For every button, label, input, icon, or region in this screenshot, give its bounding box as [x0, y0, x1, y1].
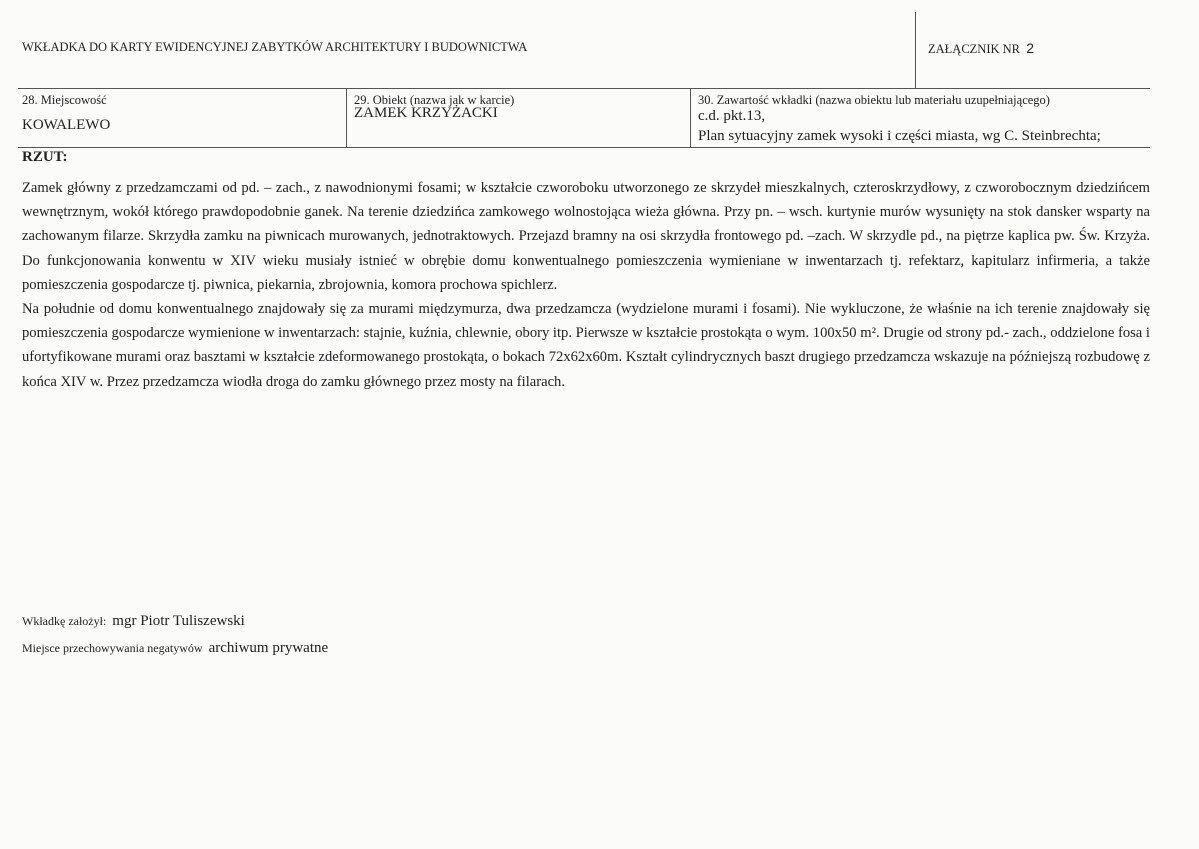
divider [18, 147, 1150, 148]
field-29-value: ZAMEK KRZYŻACKI [354, 105, 498, 121]
author-row [22, 613, 245, 630]
author-label: Wkładkę założył: [22, 614, 107, 628]
form-title: WKŁADKA DO KARTY EWIDENCYJNEJ ZABYTKÓW ARCHITEKTURY I BUDOWNICTWA [22, 40, 528, 54]
field-28-value: KOWALEWO [22, 117, 111, 133]
storage-label: Miejsce przechowywania negatywów [22, 641, 203, 655]
divider [690, 88, 691, 147]
field-28-label: 28. Miejscowość [22, 93, 107, 107]
field-29-label: 29. Obiekt (nazwa jak w karcie) [354, 93, 515, 107]
paragraph: Na południe od domu konwentualnego znajdowały się za murami międzymurza, dwa przedzamcza (wydzielone murami i fosami). Nie wykluczone, że właśnie na ich terenie znajdowały się pomieszczenia gospodarcze wymienione w inwentarzach: stajnie, kuźnia, chlewnie, obory itp. Pierwsze w kształcie prostokąta o wym. 100x50 m². Drugie od strony pd.- zach., oddzielone fosa i ufortyfikowane murami oraz basztami w kształcie zdeformowanego prostokąta, o bokach 72x62x60m. Kształt cylindrycznych baszt drugiego przedzamcza wskazuje na późniejszą rozbudowę z końca XIV w. Przez przedzamcza wiodła droga do zamku głównego przez mosty na filarach. [22, 301, 1150, 390]
attachment-label-text: ZAŁĄCZNIK NR [928, 42, 1021, 56]
storage-value: archiwum prywatne [208, 640, 329, 656]
field-30-line2: Plan sytuacyjny zamek wysoki i części miasta, wg C. Steinbrechta; [698, 128, 1101, 144]
divider [346, 88, 347, 147]
divider [18, 88, 1150, 89]
paragraph: Zamek główny z przedzamczami od pd. – zach., z nawodnionymi fosami; w kształcie czworoboku utworzonego ze skrzydeł mieszkalnych, czteroskrzydłowy, z czworobocznym dziedzińcem wewnętrznym, wokół którego prawdopodobnie ganek. Na terenie dziedzińca zamkowego wolnostojąca wieża główna. Przy pn. – wsch. kurtynie murów wysunięty na stok dansker wsparty na zachowanym filarze. Skrzydła zamku na piwnicach murowanych, jednotraktowych. Przejazd bramny na osi skrzydła frontowego pd. –zach. W skrzydle pd., na piętrze kaplica pw. Św. Krzyża. Do funkcjonowania konwentu w XIV wieku musiały istnieć w obrębie domu konwentualnego pomieszczenia wymieniane w inwentarzach tj. refektarz, kapitularz infirmeria, a także pomieszczenia gospodarcze tj. piwnica, piekarnia, zbrojownia, komora prochowa spichlerz. [22, 180, 1150, 293]
attachment-label [928, 40, 1034, 57]
divider [915, 12, 916, 88]
author-value: mgr Piotr Tuliszewski [112, 613, 245, 629]
storage-row [22, 640, 328, 657]
attachment-number: 2 [1026, 40, 1035, 56]
section-title: RZUT: [22, 149, 68, 165]
field-30-line1: c.d. pkt.13, [698, 108, 766, 124]
description-body [22, 176, 1150, 394]
field-30-label: 30. Zawartość wkładki (nazwa obiektu lub materiału uzupełniającego) [698, 93, 1050, 107]
